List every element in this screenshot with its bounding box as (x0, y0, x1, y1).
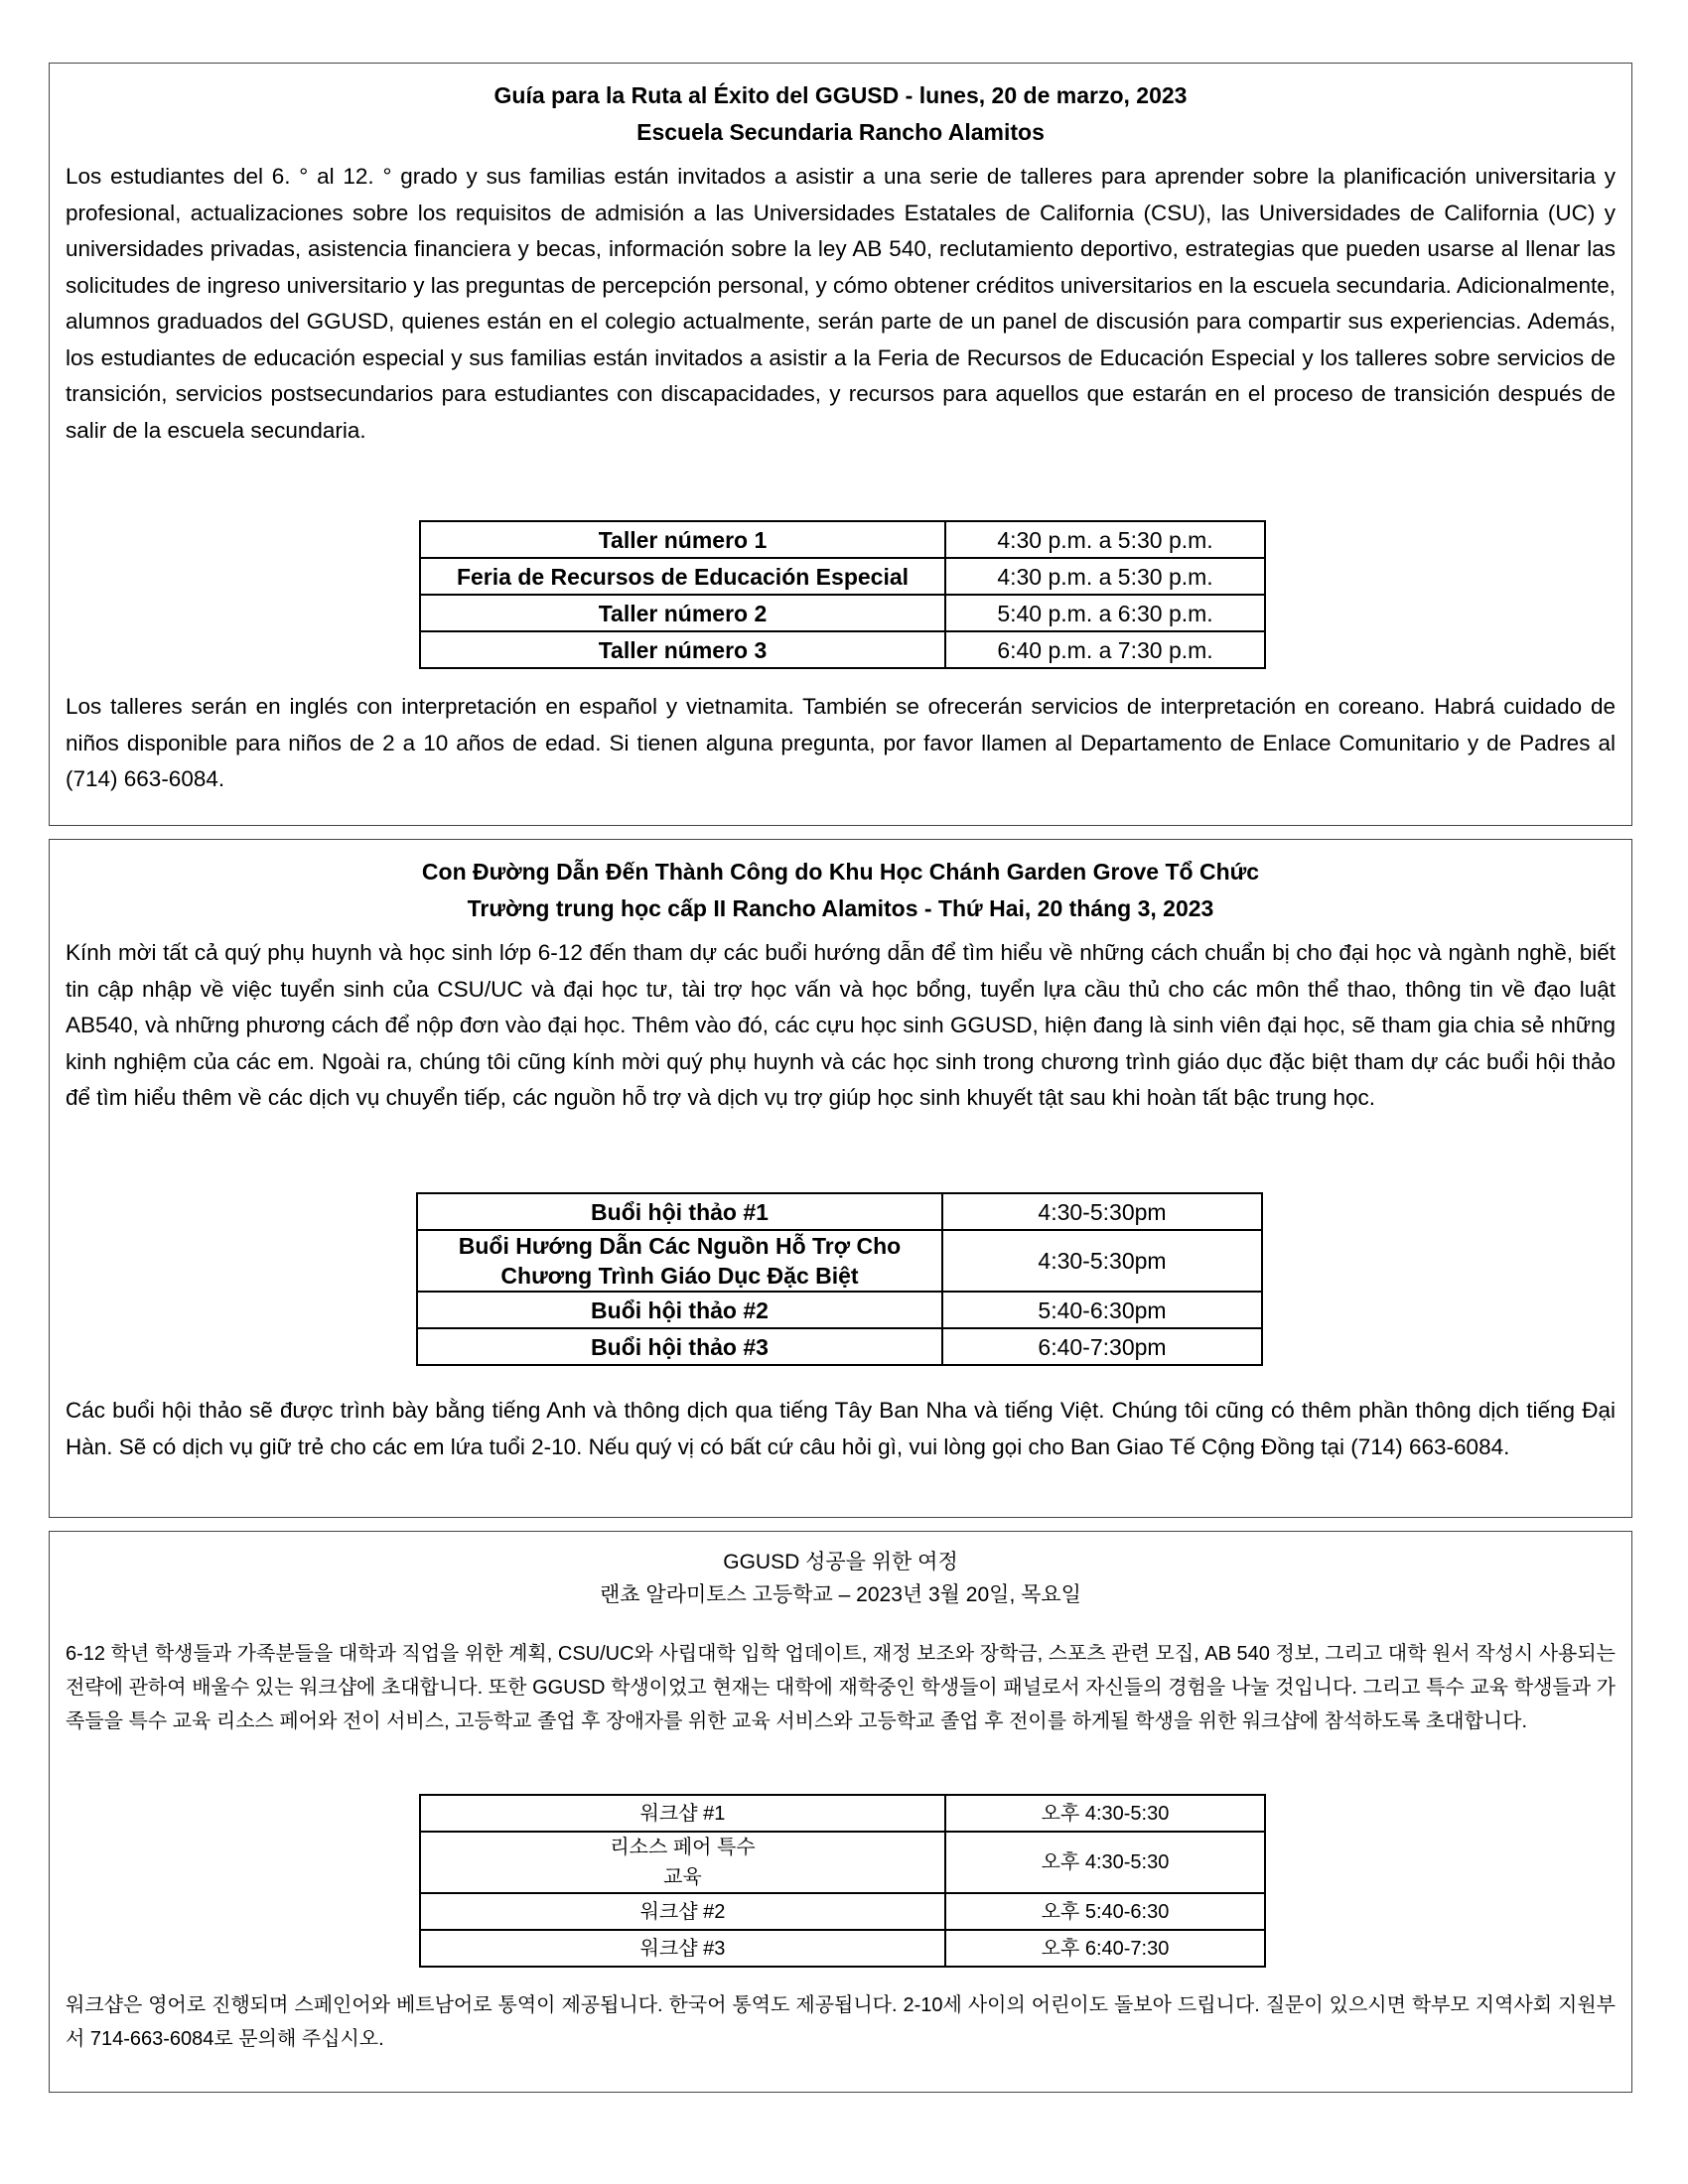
spanish-section (49, 63, 1632, 826)
vietnamese-schedule-table (416, 1192, 1263, 1366)
vietnamese-intro: Kính mời tất cả quý phụ huynh và học sinh lớp 6-12 đến tham dự các buổi hướng dẫn để tìm hiểu về những cách chuẩn bị cho đại học và ngành nghề, biết tin cập nhập về việc tuyển sinh của CSU/UC và đại học tư, tài trợ học vấn và học bổng, tuyển lựa cầu thủ cho các môn thể thao, thông tin về đạo luật AB540, và những phương cách để nộp đơn vào đại học. Thêm vào đó, các cựu học sinh GGUSD, hiện đang là sinh viên đại học, sẽ tham gia chia sẻ những kinh nghiệm của các em. Ngoài ra, chúng tôi cũng kính mời quý phụ huynh và các học sinh trong chương trình giáo dục đặc biệt tham dự các buổi hội thảo để tìm hiểu thêm về các dịch vụ chuyển tiếp, các nguồn hỗ trợ và dịch vụ trợ giúp học sinh khuyết tật sau khi hoàn tất bậc trung học. (66, 940, 1616, 1110)
session-time: 오후 4:30-5:30 (945, 1795, 1265, 1832)
table-row (420, 1930, 1265, 1967)
spanish-intro: Los estudiantes del 6. ° al 12. ° grado y sus familias están invitados a asistir a una serie de talleres para aprender sobre la planificación universitaria y profesional, actualizaciones sobre los requisitos de admisión a las Universidades Estatales de California (CSU), las Universidades de California (UC) y universidades privadas, asistencia financiera y becas, información sobre la ley AB 540, reclutamiento deportivo, estrategias que pueden usarse al llenar las solicitudes de ingreso universitario y las preguntas de percepción personal, y cómo obtener créditos universitarios en la escuela secundaria. Adicionalmente, alumnos graduados del GGUSD, quienes están en el colegio actualmente, serán parte de un panel de discusión para compartir sus experiencias. Además, los estudiantes de educación especial y sus familias están invitados a asistir a la Feria de Recursos de Educación Especial y los talleres sobre servicios de transición, servicios postsecundarios para estudiantes con discapacidades, y recursos para aquellos que estarán en el proceso de transición después de salir de la escuela secundaria. (66, 164, 1616, 443)
session-name: 리소스 페어 특수 교육 (420, 1832, 945, 1893)
table-row (420, 1832, 1265, 1893)
session-time: 오후 4:30-5:30 (945, 1832, 1265, 1893)
session-time: 5:40-6:30pm (942, 1292, 1262, 1328)
session-time: 6:40 p.m. a 7:30 p.m. (945, 631, 1265, 668)
session-name: 워크샵 #1 (420, 1795, 945, 1832)
table-row (420, 1893, 1265, 1930)
session-name: 워크샵 #2 (420, 1893, 945, 1930)
session-name: Feria de Recursos de Educación Especial (420, 558, 945, 595)
session-name: 워크샵 #3 (420, 1930, 945, 1967)
session-name: Buổi Hướng Dẫn Các Nguồn Hỗ Trợ Cho Chương Trình Giáo Dục Đặc Biệt (417, 1230, 942, 1292)
korean-title: GGUSD 성공을 위한 여정 (723, 1551, 958, 1573)
spanish-subtitle: Escuela Secundaria Rancho Alamitos (636, 119, 1045, 145)
session-name: Buổi hội thảo #2 (417, 1292, 942, 1328)
session-time: 오후 5:40-6:30 (945, 1893, 1265, 1930)
spanish-schedule-table (419, 520, 1266, 669)
spanish-footer: Los talleres serán en inglés con interpretación en español y vietnamita. También se ofrecerán servicios de interpretación en coreano. Habrá cuidado de niños disponible para niños de 2 a 10 años de edad. Si tienen alguna pregunta, por favor llamen al Departamento de Enlace Comunitario y de Padres al (714) 663-6084. (66, 694, 1616, 791)
session-time: 4:30 p.m. a 5:30 p.m. (945, 558, 1265, 595)
vietnamese-subtitle: Trường trung học cấp II Rancho Alamitos - Thứ Hai, 20 tháng 3, 2023 (467, 895, 1214, 921)
vietnamese-footer: Các buổi hội thảo sẽ được trình bày bằng tiếng Anh và thông dịch qua tiếng Tây Ban Nha và tiếng Việt. Chúng tôi cũng có thêm phần thông dịch tiếng Đại Hàn. Sẽ có dịch vụ giữ trẻ cho các em lứa tuổi 2-10. Nếu quý vị có bất cứ câu hỏi gì, vui lòng gọi cho Ban Giao Tế Cộng Đồng tại (714) 663-6084. (66, 1398, 1616, 1459)
session-time: 6:40-7:30pm (942, 1328, 1262, 1365)
session-time: 5:40 p.m. a 6:30 p.m. (945, 595, 1265, 631)
table-row (420, 1795, 1265, 1832)
session-time: 4:30-5:30pm (942, 1230, 1262, 1292)
korean-footer: 워크샵은 영어로 진행되며 스페인어와 베트남어로 통역이 제공됩니다. 한국어 통역도 제공됩니다. 2-10세 사이의 어린이도 돌보아 드립니다. 질문이 있으시면 학부모 지역사회 지원부서 714-663-6084로 문의해 주십시오. (66, 1994, 1616, 2050)
session-name: Taller número 2 (420, 595, 945, 631)
session-name: Buổi hội thảo #1 (417, 1193, 942, 1230)
table-row (417, 1193, 1262, 1230)
session-time: 4:30 p.m. a 5:30 p.m. (945, 521, 1265, 558)
vietnamese-title: Con Đường Dẫn Đến Thành Công do Khu Học Chánh Garden Grove Tổ Chức (421, 859, 1260, 885)
session-name: Taller número 3 (420, 631, 945, 668)
table-row (417, 1292, 1262, 1328)
table-row (417, 1230, 1262, 1292)
table-row (420, 521, 1265, 558)
korean-intro: 6-12 학년 학생들과 가족분들을 대학과 직업을 위한 계획, CSU/UC와 사립대학 입학 업데이트, 재정 보조와 장학금, 스포츠 관련 모집, AB 540 정보, 그리고 대학 원서 작성시 사용되는 전략에 관하여 배울수 있는 워크샵에 초대합니다. 또한 GGUSD 학생이었고 현재는 대학에 재학중인 학생들이 패널로서 자신들의 경험을 나눌 것입니다. 그리고 특수 교육 학생들과 가족들을 특수 교육 리소스 페어와 전이 서비스, 고등학교 졸업 후 장애자를 위한 교육 서비스와 고등학교 졸업 후 전이를 하게될 학생을 위한 워크샵에 참석하도록 초대합니다. (66, 1643, 1616, 1732)
session-time: 오후 6:40-7:30 (945, 1930, 1265, 1967)
table-row (420, 558, 1265, 595)
session-time: 4:30-5:30pm (942, 1193, 1262, 1230)
table-row (420, 595, 1265, 631)
korean-schedule-table (419, 1794, 1266, 1968)
session-name: Buổi hội thảo #3 (417, 1328, 942, 1365)
korean-subtitle: 랜쵸 알라미토스 고등학교 – 2023년 3월 20일, 목요일 (600, 1583, 1081, 1606)
table-row (420, 631, 1265, 668)
vietnamese-section (49, 839, 1632, 1518)
korean-section (49, 1531, 1632, 2093)
table-row (417, 1328, 1262, 1365)
session-name: Taller número 1 (420, 521, 945, 558)
spanish-title: Guía para la Ruta al Éxito del GGUSD - lunes, 20 de marzo, 2023 (493, 82, 1188, 108)
